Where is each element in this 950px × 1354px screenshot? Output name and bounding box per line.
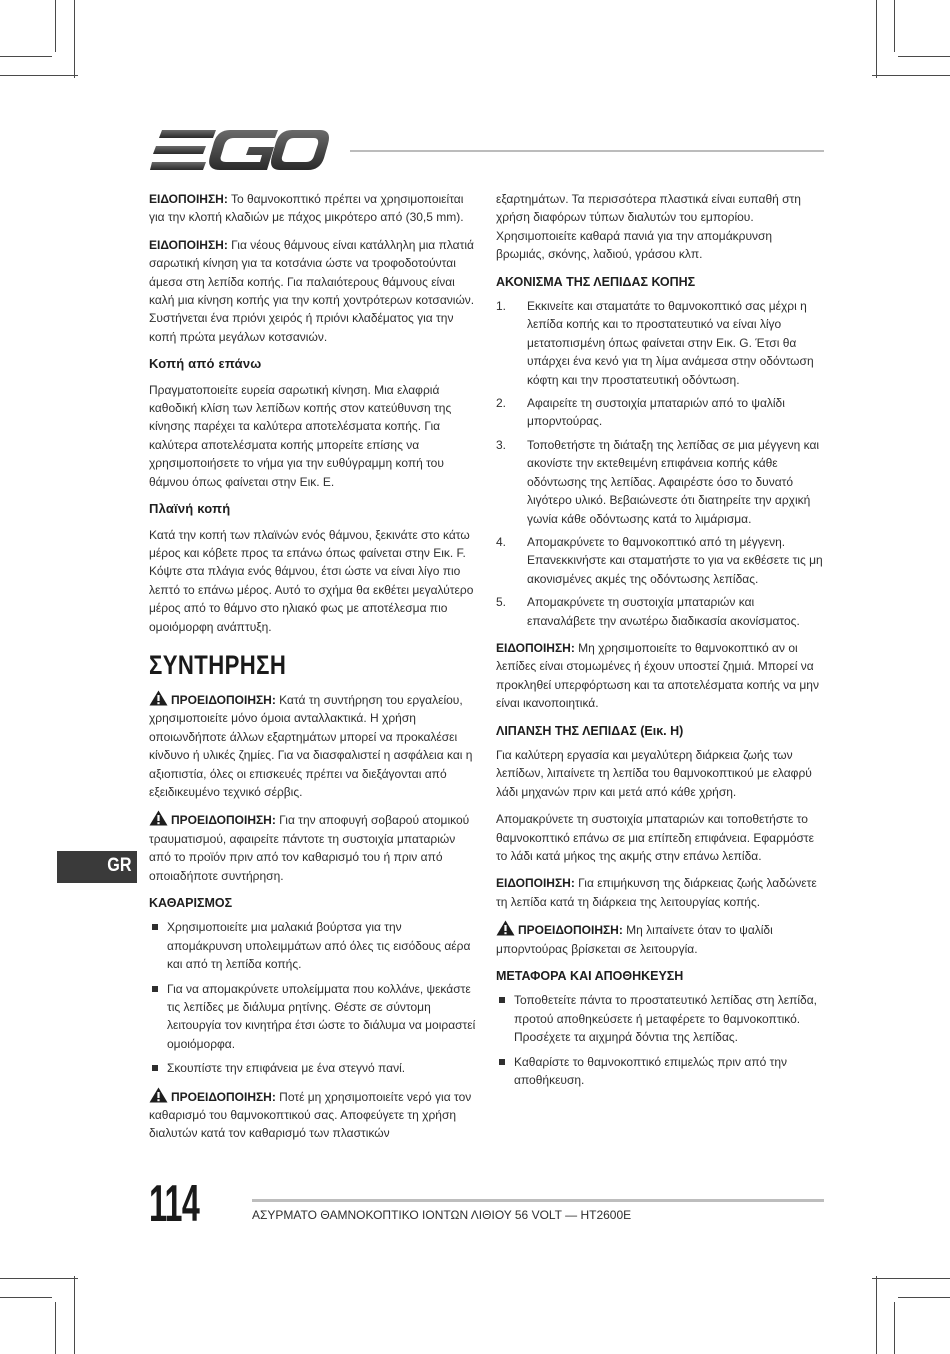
left-column (149, 190, 476, 1152)
section-title-maintenance: ΣΥΝΤΗΡΗΣΗ (149, 649, 287, 680)
notice-text: Για νέους θάμνους είναι κατάλληλη μια πλατιά σαρωτική κίνηση για τα κοτσάνια ώστε να τροφοδοτούνται άμεσα στη λεπίδα κοπής. Για παλαιότερους θάμνους είναι καλή μια κίνηση κοπής για την κοπή χοντρότερων κοτσανιών. Συστήνεται ένα πριόνι χειρός ή πριόνι κλαδέματος για την κοπή πρώτα μεγάλων κοτσανιών. (149, 237, 475, 344)
warning-text: Ποτέ μη χρησιμοποιείτε νερό για τον καθαρισμό του θαμνοκοπτικού σας. Αποφεύγετε τη χρήση διαλυτών κατά τον καθαρισμό των πλαστικών (149, 1089, 472, 1141)
step-number: 1. (496, 299, 507, 314)
crop-mark (55, 1302, 56, 1354)
language-tab-label: GR (106, 855, 131, 876)
subheading-transport-storage: ΜΕΤΑΦΟΡΑ ΚΑΙ ΑΠΟΘΗΚΕΥΣΗ (496, 969, 684, 984)
notice-label: ΕΙΔΟΠΟΙΗΣΗ: (496, 640, 575, 655)
body-paragraph: εξαρτημάτων. Τα περισσότερα πλαστικά είναι ευπαθή στη χρήση διαφόρων τύπων διαλυτών του εμπορίου. Χρησιμοποιείτε καθαρά πανιά για την απομάκρυνση βρωμιάς, σκόνης, λαδιού, γράσου κλπ. (496, 192, 801, 262)
warning-text: Μη λιπαίνετε όταν το ψαλίδι μπορντούρας βρίσκεται σε λειτουργία. (496, 923, 773, 956)
crop-mark (894, 1302, 895, 1354)
list-item (149, 918, 476, 973)
warning-paragraph (149, 810, 476, 885)
notice-paragraph (496, 639, 824, 713)
body-paragraph: Πραγματοποιείτε ευρεία σαρωτική κίνηση. Μια ελαφριά καθοδική κλίση των λεπίδων κοπής στον κατεύθυνση της κίνησης παρέχει τα καλύτερα αποτελέσματα κοπής. Για καλύτερα αποτελέσματα κοπής μπορείτε επίσης να χρησιμοποιήσετε το νήμα για την ευθύγραμμη κοπή του θάμνου όπως φαίνεται στην Εικ. E. (149, 382, 452, 489)
warning-paragraph (496, 920, 824, 958)
list-item-text: Καθαρίστε το θαμνοκοπτικό επιμελώς πριν από την αποθήκευση. (514, 1054, 788, 1088)
step-text: Αφαιρείτε τη συστοιχία μπαταριών από το ψαλίδι μπορντούρας. (527, 396, 785, 429)
warning-paragraph (149, 690, 476, 801)
step-number: 5. (496, 595, 507, 610)
list-item (496, 991, 824, 1046)
subheading-top-cutting: Κοπή από επάνω (149, 356, 262, 372)
crop-mark (872, 1278, 950, 1279)
step-item (496, 593, 824, 630)
crop-mark (872, 75, 950, 76)
crop-mark (74, 0, 75, 78)
warning-icon (496, 920, 515, 936)
list-item (149, 980, 476, 1054)
crop-mark (0, 1297, 52, 1298)
step-text: Εκκινείτε και σταματάτε το θαμνοκοπτικό σας μέχρι η λεπίδα κοπής και το προστατευτικό να είναι λίγο μετατοπισμένη όπως φαίνεται στην Εικ. G. Έτσι θα υπάρχει ένα κενό για τη λίμα ανάμεσα στην οδόντωση κόφτη και την προστατευτική οδόντωση. (527, 299, 814, 387)
body-paragraph: Απομακρύνετε τη συστοιχία μπαταριών και τοποθετήστε το θαμνοκοπτικό επάνω σε μια επίπεδη επιφάνεια. Εφαρμόστε το λάδι κατά μήκος της ακμής στην επάνω λεπίδα. (496, 812, 815, 863)
step-text: Τοποθετήστε τη διάταξη της λεπίδας σε μια μέγγενη και ακονίστε την εκτεθειμένη επιφάνεια κοπής κάθε οδόντωσης της λεπίδας. Αφαιρέστε όσο το δυνατό λιγότερο υλικό. Βεβαιώνεστε ότι διατηρείτε την αρχική γωνία κάθε οδόντωσης κατά το λιμάρισμα. (527, 437, 820, 526)
step-number: 3. (496, 437, 507, 452)
warning-paragraph (149, 1087, 476, 1143)
footer-rule (252, 1199, 824, 1202)
notice-label: ΕΙΔΟΠΟΙΗΣΗ: (496, 876, 575, 891)
notice-paragraph (149, 236, 476, 346)
sharpening-steps (496, 297, 824, 630)
body-paragraph: Κατά την κοπή των πλαϊνών ενός θάμνου, ξεκινάτε στο κάτω μέρος και κόβετε προς τα επάνω όπως φαίνεται στην Εικ. F. Κόψτε στα πλάγια ενός θάμνου, έτσι ώστε να είναι λίγο πιο λεπτό το επάνω μέρος. Αυτό το σχήμα θα εκθέτει μεγαλύτερο μέρος από το θάμνο στο ηλιακό φως με αποτέλεσμα πιο ομοιόμορφη ανάπτυξη. (149, 527, 474, 634)
right-column (496, 190, 824, 1098)
footer-product-title: ΑΣΥΡΜΑΤΟ ΘΑΜΝΟΚΟΠΤΙΚΟ ΙΟΝΤΩΝ ΛΙΘΙΟΥ 56 VOLT — HT2600E (252, 1208, 632, 1222)
warning-label: ΠΡΟΕΙΔΟΠΟΙΗΣΗ: (518, 923, 623, 938)
notice-text: Για επιμήκυνση της διάρκειας ζωής λαδώνετε τη λεπίδα κατά τη διάρκεια της λειτουργίας κοπής. (496, 876, 817, 909)
notice-label: ΕΙΔΟΠΟΙΗΣΗ: (149, 237, 228, 252)
crop-mark (876, 0, 877, 78)
step-number: 2. (496, 396, 507, 411)
warning-label: ΠΡΟΕΙΔΟΠΟΙΗΣΗ: (171, 1089, 276, 1104)
notice-label: ΕΙΔΟΠΟΙΗΣΗ: (149, 192, 228, 206)
step-number: 4. (496, 534, 507, 549)
subheading-side-cutting: Πλαϊνή κοπή (149, 501, 231, 517)
warning-icon (149, 690, 168, 706)
warning-label: ΠΡΟΕΙΔΟΠΟΙΗΣΗ: (171, 813, 276, 828)
crop-mark (898, 56, 950, 57)
cleaning-list (149, 918, 476, 1077)
warning-icon (149, 810, 168, 826)
ego-logo (150, 128, 330, 172)
step-text: Απομακρύνετε το θαμνοκοπτικό από τη μέγγενη. Επανεκκινήστε και σταματήστε το για να εκθέσετε τις μη ακονισμένες ακμές της οδόντωσης λεπίδας. (527, 534, 823, 586)
crop-mark (876, 1276, 877, 1354)
crop-mark (0, 1278, 78, 1279)
crop-mark (898, 1297, 950, 1298)
notice-paragraph (496, 874, 824, 911)
bullet-icon (499, 997, 505, 1003)
crop-mark (0, 75, 78, 76)
warning-text: Κατά τη συντήρηση του εργαλείου, χρησιμοποιείτε μόνο όμοια ανταλλακτικά. Η χρήση οποιωνδήποτε άλλων εξαρτημάτων μπορεί να προκαλέσει κίνδυνο ή υλικές ζημίες. Για να διασφαλιστεί η ασφάλεια και η αξιοπιστία, όλες οι επισκευές πρέπει να διεξάγονται από εξειδικευμένο τεχνικό σέρβις. (149, 692, 473, 799)
crop-mark (74, 1276, 75, 1354)
warning-text: Για την αποφυγή σοβαρού ατομικού τραυματισμού, αφαιρείτε πάντοτε τη συστοιχία μπαταριών από το προϊόν πριν από τον καθαρισμό του ή πριν από οποιαδήποτε συντήρηση. (149, 813, 470, 883)
list-item-text: Σκουπίστε την επιφάνεια με ένα στεγνό πανί. (167, 1061, 406, 1076)
bullet-icon (152, 1065, 158, 1071)
crop-mark (894, 0, 895, 52)
bullet-icon (152, 924, 158, 930)
step-item (496, 533, 824, 588)
notice-text: Το θαμνοκοπτικό πρέπει να χρησιμοποιείται για την κλοπή κλαδιών με πάχος μικρότερο από (30,5 mm). (149, 192, 464, 225)
bullet-icon (499, 1059, 505, 1065)
list-item-text: Χρησιμοποιείτε μια μαλακιά βούρτσα για την απομάκρυνση υπολειμμάτων από όλες τις εισόδους αέρα και από τη λεπίδα κοπής. (167, 920, 471, 972)
notice-paragraph (149, 190, 476, 227)
list-item-text: Τοποθετείτε πάντα το προστατευτικό λεπίδας στη λεπίδα, προτού αποθηκεύσετε ή μεταφέρετε το θαμνοκοπτικό. Προσέχετε τα αιχμηρά δόντια της λεπίδας. (514, 993, 818, 1045)
list-item (496, 1053, 824, 1090)
language-tab (57, 851, 137, 883)
subheading-blade-lubrication: ΛΙΠΑΝΣΗ ΤΗΣ ΛΕΠΙΔΑΣ (Εικ. H) (496, 723, 684, 738)
list-item-text: Για να απομακρύνετε υπολείμματα που κολλάνε, ψεκάστε τις λεπίδες με διάλυμα ρητίνης. Θέστε σε σύντομη λειτουργία τον κινητήρα έτσι ώστε το διάλυμα να μοιραστεί ομοιόμορφα. (167, 981, 476, 1051)
step-item (496, 394, 824, 431)
transport-list (496, 991, 824, 1089)
step-item (496, 436, 824, 528)
step-text: Απομακρύνετε τη συστοιχία μπαταριών και επαναλάβετε την ανωτέρω διαδικασία ακονίσματος. (527, 595, 800, 628)
bullet-icon (152, 986, 158, 992)
warning-label: ΠΡΟΕΙΔΟΠΟΙΗΣΗ: (171, 692, 276, 707)
subheading-blade-sharpening: ΑΚΟΝΙΣΜΑ ΤΗΣ ΛΕΠΙΔΑΣ ΚΟΠΗΣ (496, 274, 696, 289)
warning-icon (149, 1087, 168, 1103)
subheading-cleaning: ΚΑΘΑΡΙΣΜΟΣ (149, 896, 233, 910)
body-paragraph: Για καλύτερη εργασία και μεγαλύτερη διάρκεια ζωής των λεπίδων, λιπαίνετε τη λεπίδα του θαμνοκοπτικού με ελαφρύ λάδι μηχανών πριν και μετά από κάθε χρήση. (496, 747, 812, 799)
crop-mark (55, 0, 56, 52)
header-rule (350, 150, 824, 152)
page-number: 114 (149, 1175, 200, 1233)
crop-mark (0, 56, 52, 57)
step-item (496, 297, 824, 389)
notice-text: Μη χρησιμοποιείτε το θαμνοκοπτικό αν οι λεπίδες είναι στομωμένες ή έχουν υποστεί ζημιά. Μπορεί να προκληθεί υπερφόρτωση και τα αποτελέσματα κοπής να μην είναι ικανοποιητικά. (496, 640, 819, 711)
list-item (149, 1059, 476, 1077)
